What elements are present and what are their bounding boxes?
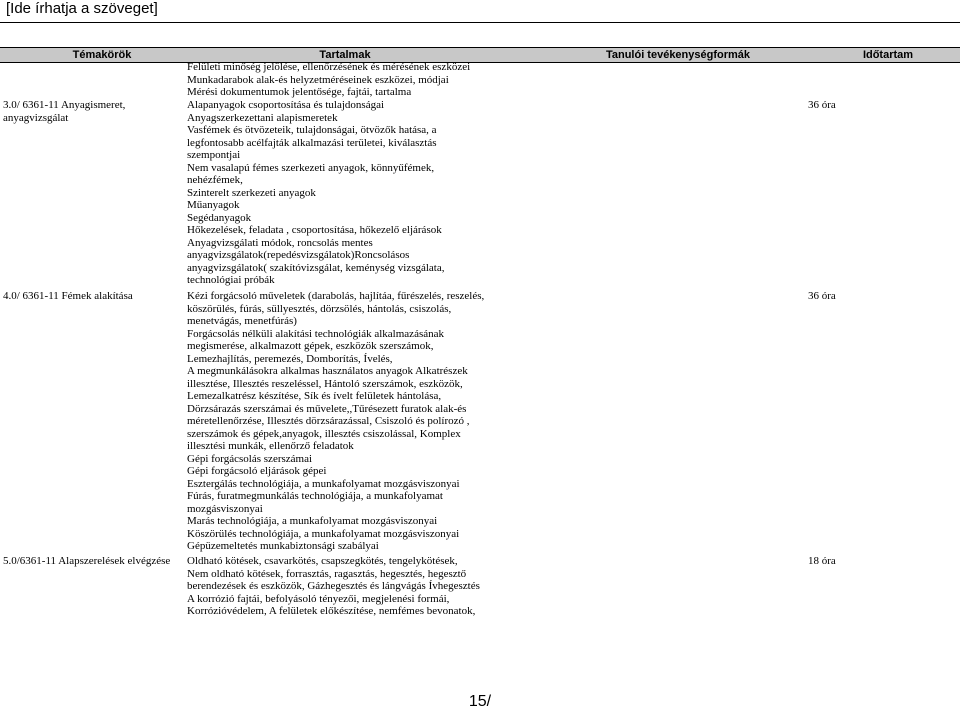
content-line: Munkadarabok alak-és helyzetméréseinek eszközei, módjai [187,73,449,86]
content-line: szempontjai [187,149,241,161]
content-line: Anyagvizsgálati módok, roncsolás mentes [187,236,373,249]
content-line: Nem oldható kötések, forrasztás, ragasztás, hegesztés, hegesztő [187,567,467,580]
table-row-0-content [187,61,607,99]
content-line: Gépi forgácsoló eljárások gépei [187,465,327,477]
header-divider [0,22,960,23]
table-row-2-time: 36 óra [808,290,836,302]
content-line: Fúrás, furatmegmunkálás technológiája, a munkafolyamat [187,490,443,502]
content-line: Kézi forgácsoló műveletek (darabolás, hajlítáa, fűrészelés, reszelés, [187,290,485,302]
content-line: Korrózióvédelem, A felületek előkészítése, nemfémes bevonatok, [187,605,476,617]
content-line: Dörzsárazás szerszámai és művelete,,Tűrésezett furatok alak-és [187,402,467,415]
content-line: méretellenőrzése, Illesztés dörzsárazással, Csiszoló és polírozó , [187,415,470,427]
content-line: A korrózió fajtái, befolyásoló tényezői, megjelenési formái, [187,592,450,605]
table-row-1-time: 36 óra [808,99,836,111]
th-duration: Időtartam [862,49,914,61]
content-line: Műanyagok [187,199,240,211]
content-line: anyagvizsgálatok(repedésvizsgálatok)Roncsolásos [187,249,410,261]
content-line: A megmunkálásokra alkalmas használatos anyagok Alkatrészek [187,365,468,377]
content-line: Esztergálás technológiája, a munkafolyamat mozgásviszonyai [187,477,460,490]
content-line: Forgácsolás nélküli alakítási technológiák alkalmazásának [187,327,444,340]
content-line: Oldható kötések, csavarkötés, csapszegkötés, tengelykötések, [187,555,458,567]
content-line: legfontosabb acélfajták alkalmazási területei, kiválasztás [187,136,437,149]
content-line: Vasfémek és ötvözeteik, tulajdonságai, ötvözők hatása, a [187,124,437,136]
content-line: menetvágás, menetfúrás) [187,315,297,327]
content-line: Segédanyagok [187,211,252,224]
content-line: Nem vasalapú fémes szerkezeti anyagok, könnyűfémek, [187,161,435,174]
th-topics: Témakörök [72,49,132,61]
topic-line: 3.0/ 6361-11 Anyagismeret, [3,99,126,111]
content-line: Szinterelt szerkezeti anyagok [187,186,316,199]
content-line: mozgásviszonyai [187,502,263,515]
content-line: illesztési munkák, ellenőrző feladatok [187,440,354,452]
table-row-2-topic: 4.0/ 6361-11 Fémek alakítása [3,290,133,302]
th-activities: Tanulói tevékenységformák [605,49,751,61]
content-line: anyagvizsgálatok( szakítóvizsgálat, keménység vizsgálata, [187,261,445,274]
table-row-1-content [187,99,607,287]
content-line: Hőkezelések, feladata , csoportosítása, hőkezelő eljárások [187,224,442,236]
content-line: Marás technológiája, a munkafolyamat mozgásviszonyai [187,515,438,527]
th-contents: Tartalmak [319,49,371,61]
content-line: Köszörülés technológiája, a munkafolyamat mozgásviszonyai [187,527,460,540]
content-line: Gépi forgácsolás szerszámai [187,452,313,465]
content-line: megismerése, alkalmazott gépek, eszközök szerszámok, [187,340,434,352]
content-line: Mérési dokumentumok jelentősége, fajtái, tartalma [187,86,412,98]
content-line: Lemezhajlítás, peremezés, Domborítás, Ívelés, [187,352,393,365]
content-line: nehézfémek, [187,174,243,186]
content-line: köszörülés, fúrás, süllyesztés, dörzsölés, hántolás, csiszolás, [187,302,452,315]
table-row-3-topic: 5.0/6361-11 Alapszerelések elvégzése [3,555,171,567]
content-line: berendezések és eszközök, Gázhegesztés és lángvágás Ívhegesztés [187,580,480,592]
topic-line: anyagvizsgálat [3,112,69,124]
content-line: technológiai próbák [187,274,275,286]
page-number: 15/ [468,693,492,710]
content-line: Anyagszerkezettani alapismeretek [187,111,338,124]
content-line: Alapanyagok csoportosítása és tulajdonságai [187,99,385,111]
table-row-3-time: 18 óra [808,555,836,567]
content-line: illesztése, Illesztés reszeléssel, Hántoló szerszámok, eszközök, [187,377,463,390]
table-row-3-content [187,555,607,618]
content-line: Felületi minőség jelölése, ellenőrzésének és mérésének eszközei [187,61,471,73]
table-row-1-topic [3,99,125,125]
content-line: Lemezalkatrész készítése, Sík és ívelt felületek hántolása, [187,390,442,402]
content-line: szerszámok és gépek,anyagok, illesztés csiszolással, Komplex [187,427,461,440]
table-row-2-content [187,290,607,553]
content-line: Gépüzemeltetés munkabiztonsági szabályai [187,540,379,552]
header-placeholder-text[interactable]: [Ide írhatja a szöveget] [6,0,158,17]
